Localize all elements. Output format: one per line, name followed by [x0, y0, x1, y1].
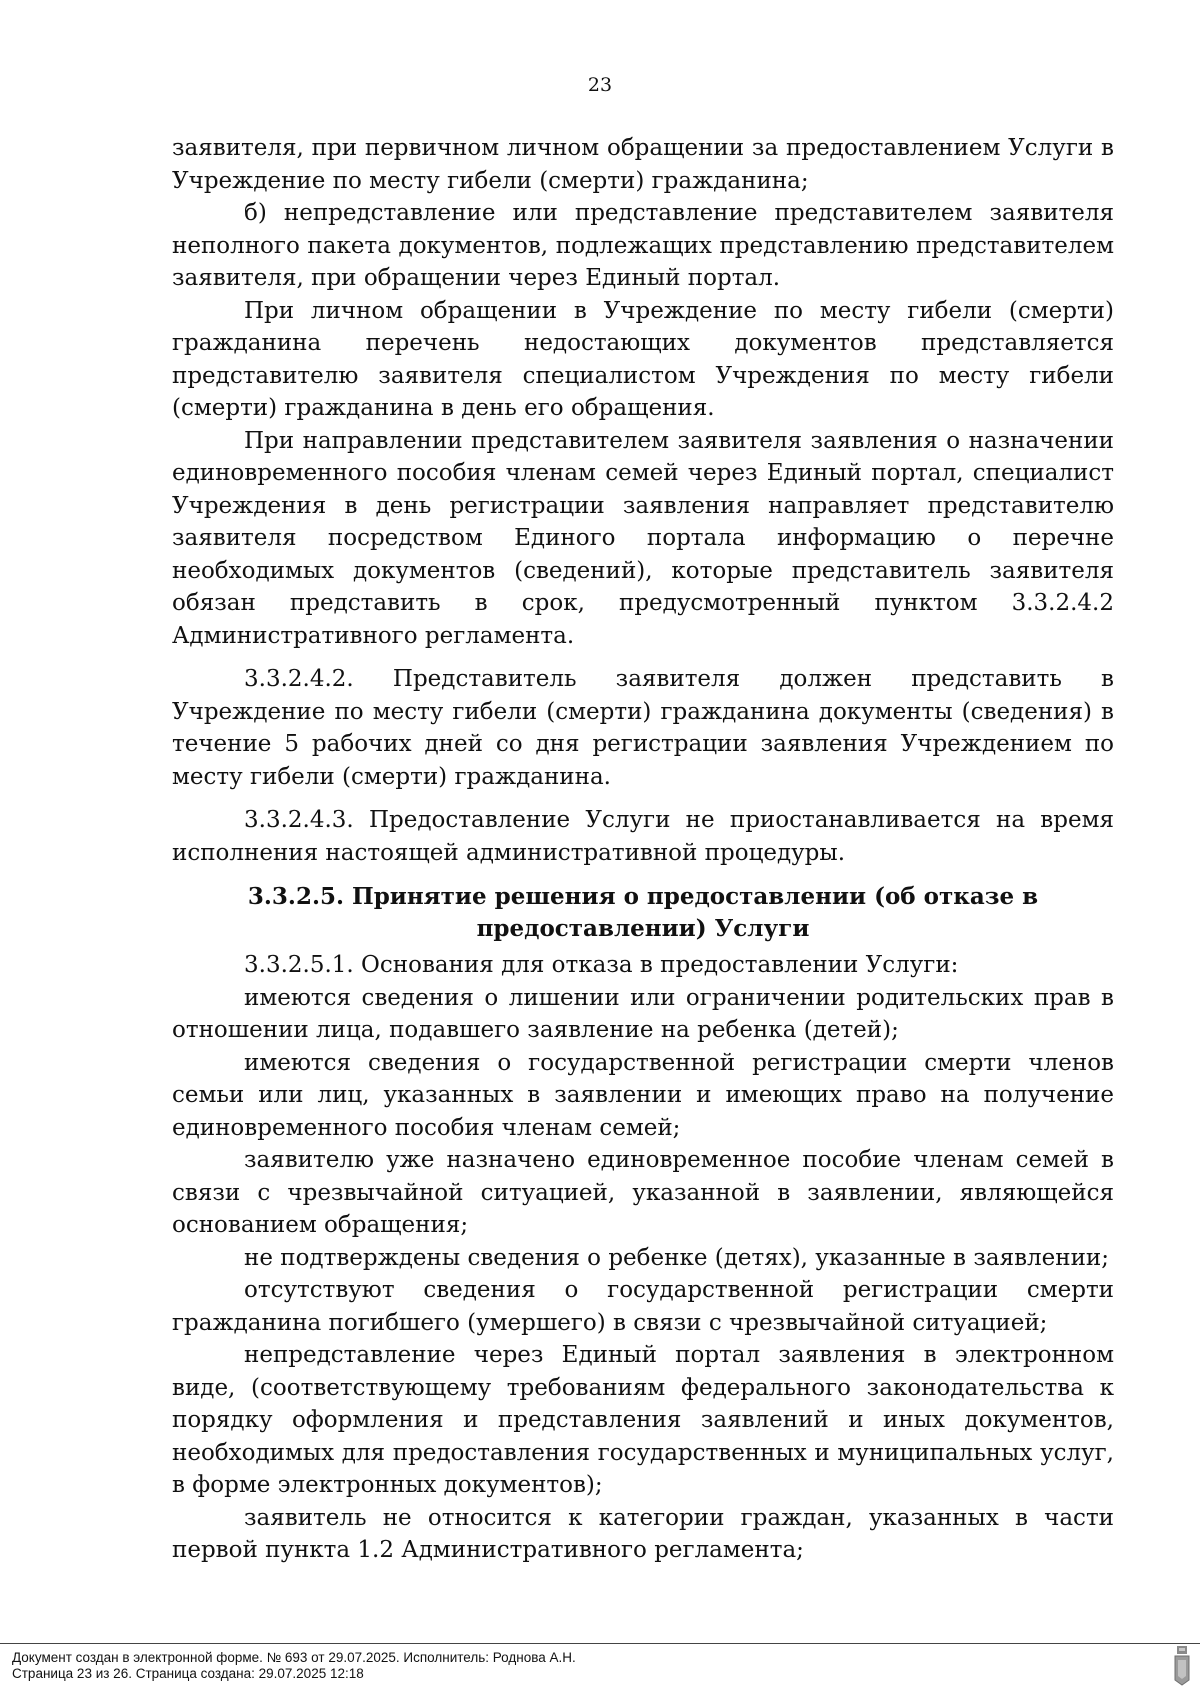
- footer: [12, 1650, 576, 1682]
- paragraph: б) непредставление или представление представителем заявителя неполного пакета документов, подлежащих представлению представителем заявителя, при обращении через Единый портал.: [172, 200, 1114, 291]
- paragraph: имеются сведения о лишении или ограничении родительских прав в отношении лица, подавшего заявление на ребенка (детей);: [172, 984, 1114, 1043]
- paragraph: 3.3.2.5.1. Основания для отказа в предоставлении Услуги:: [244, 952, 959, 978]
- paragraph: 3.3.2.4.2. Представитель заявителя должен представить в Учреждение по месту гибели (смерти) гражданина документы (сведения) в течение 5 рабочих дней со дня регистрации заявления Учреждением по месту гибели (смерти) гражданина.: [172, 666, 1114, 790]
- paragraph: При направлении представителем заявителя заявления о назначении единовременного пособия членам семей через Единый портал, специалист Учреждения в день регистрации заявления направляет представителю заявителя посредством Единого портала информацию о перечне необходимых документов (сведений), которые представитель заявителя обязан представить в срок, предусмотренный пунктом 3.3.2.4.2 Административного регламента.: [172, 427, 1114, 649]
- emblem-icon: [1172, 1646, 1192, 1686]
- paragraph: непредставление через Единый портал заявления в электронном виде, (соответствующему требованиям федерального законодательства к порядку оформления и представления заявлений и иных документов, необходимых для предоставления государственных и муниципальных услуг, в форме электронных документов);: [172, 1342, 1114, 1498]
- paragraph: заявитель не относится к категории граждан, указанных в части первой пункта 1.2 Административного регламента;: [172, 1504, 1114, 1563]
- footer-line-page: Страница 23 из 26. Страница создана: 29.07.2025 12:18: [12, 1666, 364, 1681]
- page-number: 23: [587, 74, 613, 96]
- paragraph: имеются сведения о государственной регистрации смерти членов семьи или лиц, указанных в заявлении и имеющих право на получение единовременного пособия членам семей;: [172, 1049, 1114, 1141]
- section-heading: 3.3.2.5. Принятие решения о предоставлении (об отказе в предоставлении) Услуги: [247, 883, 1039, 942]
- footer-line-document: Документ создан в электронной форме. № 693 от 29.07.2025. Исполнитель: Роднова А.Н.: [12, 1650, 576, 1665]
- document-body: [172, 132, 1114, 1567]
- footer-divider: [0, 1643, 1200, 1644]
- paragraph: отсутствуют сведения о государственной регистрации смерти гражданина погибшего (умершего) в связи с чрезвычайной ситуацией;: [172, 1277, 1114, 1336]
- paragraph: 3.3.2.4.3. Предоставление Услуги не приостанавливается на время исполнения настоящей административной процедуры.: [172, 807, 1114, 866]
- paragraph: При личном обращении в Учреждение по месту гибели (смерти) гражданина перечень недостающих документов представляется представителю заявителя специалистом Учреждения по месту гибели (смерти) гражданина в день его обращения.: [172, 297, 1114, 421]
- paragraph: заявителю уже назначено единовременное пособие членам семей в связи с чрезвычайной ситуацией, указанной в заявлении, являющейся основанием обращения;: [172, 1147, 1114, 1238]
- paragraph: не подтверждены сведения о ребенке (детях), указанные в заявлении;: [244, 1244, 1109, 1271]
- paragraph: заявителя, при первичном личном обращении за предоставлением Услуги в Учреждение по месту гибели (смерти) гражданина;: [172, 135, 1114, 194]
